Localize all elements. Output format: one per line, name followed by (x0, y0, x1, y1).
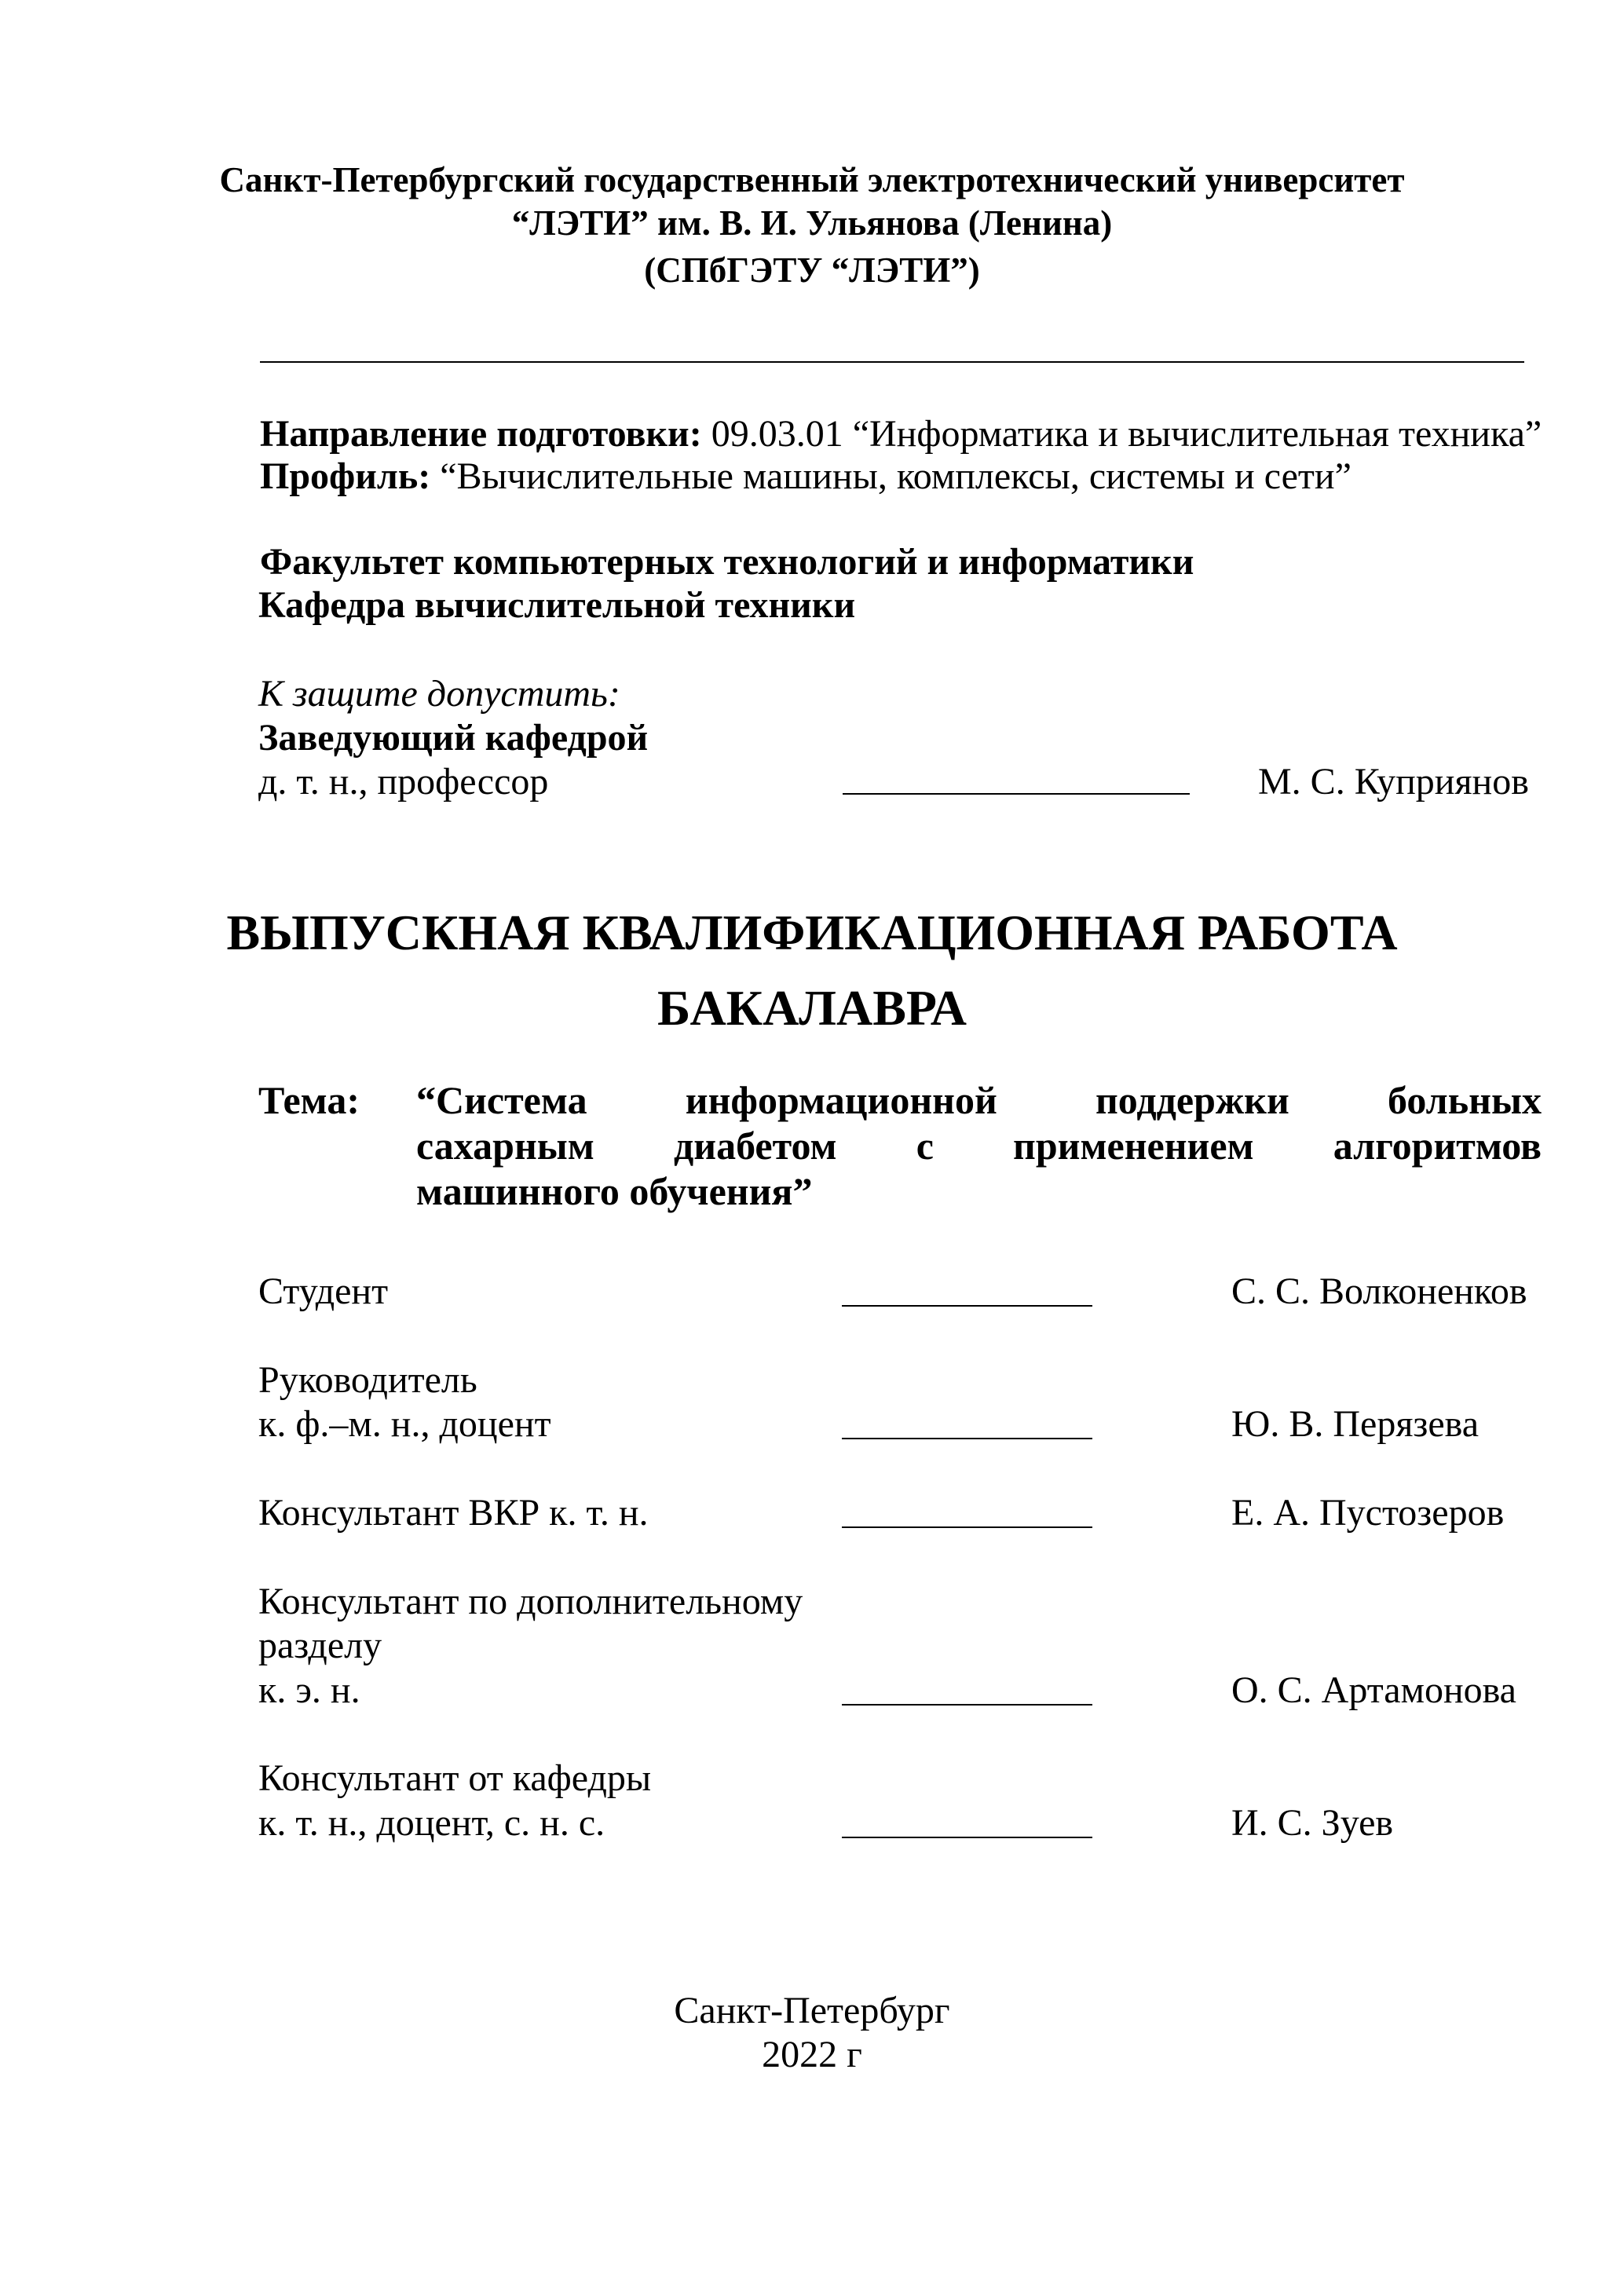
theme-line: машинного обучения” (416, 1169, 813, 1213)
consultant-extra-degree: к. э. н. (258, 1669, 360, 1711)
consultant-vkr-role: Консультант ВКР к. т. н. (258, 1492, 649, 1534)
consultant-dept-role: Консультант от кафедры (258, 1757, 652, 1799)
university-name-line2: “ЛЭТИ” им. В. И. Ульянова (Ленина) (511, 203, 1113, 243)
header-divider (260, 361, 1524, 363)
signature-line (843, 793, 1190, 795)
approval-role: Заведующий кафедрой (258, 717, 649, 759)
approval-name: М. С. Куприянов (1258, 761, 1529, 803)
document-title-line2: БАКАЛАВРА (657, 980, 967, 1036)
footer-city: Санкт-Петербург (674, 1990, 950, 2031)
signature-line (842, 1305, 1092, 1307)
supervisor-degree: к. ф.–м. н., доцент (258, 1403, 551, 1445)
consultant-dept-name: И. С. Зуев (1231, 1802, 1394, 1844)
supervisor-name: Ю. В. Перязева (1231, 1403, 1479, 1445)
student-name: С. С. Волконенков (1231, 1270, 1527, 1312)
theme-text (416, 1077, 1542, 1214)
university-abbr: (СПбГЭТУ “ЛЭТИ”) (644, 250, 980, 290)
consultant-dept-degree: к. т. н., доцент, с. н. с. (258, 1802, 605, 1844)
profile-label: Профиль: (260, 455, 431, 497)
supervisor-role: Руководитель (258, 1359, 477, 1401)
consultant-extra-role-line2: разделу (258, 1625, 382, 1666)
direction-value: 09.03.01 “Информатика и вычислительная техника” (711, 413, 1542, 455)
consultant-vkr-name: Е. А. Пустозеров (1231, 1492, 1505, 1534)
theme-label: Тема: (258, 1078, 360, 1122)
profile-value: “Вычислительные машины, комплексы, системы и сети” (440, 455, 1352, 497)
consultant-extra-role: Консультант по дополнительному (258, 1581, 803, 1622)
approval-label: К защите допустить: (258, 673, 620, 715)
direction-label: Направление подготовки: (260, 413, 702, 455)
theme-line: сахарным диабетом с применением алгоритмов (416, 1124, 1542, 1168)
university-name: Санкт-Петербургский государственный электротехнический университет (219, 160, 1405, 199)
direction-line (260, 412, 1542, 456)
signature-line (842, 1526, 1092, 1528)
footer-year: 2022 г (762, 2034, 862, 2075)
department: Кафедра вычислительной техники (258, 584, 856, 626)
faculty: Факультет компьютерных технологий и информатики (260, 541, 1194, 583)
profile-line (260, 455, 1352, 499)
theme-line: “Система информационной поддержки больных (416, 1078, 1542, 1122)
consultant-extra-name: О. С. Артамонова (1231, 1669, 1516, 1711)
approval-degree: д. т. н., профессор (258, 761, 549, 803)
signature-line (842, 1438, 1092, 1439)
signature-line (842, 1837, 1092, 1838)
document-title: ВЫПУСКНАЯ КВАЛИФИКАЦИОННАЯ РАБОТА (226, 905, 1398, 960)
student-role: Студент (258, 1270, 389, 1312)
signature-line (842, 1704, 1092, 1706)
